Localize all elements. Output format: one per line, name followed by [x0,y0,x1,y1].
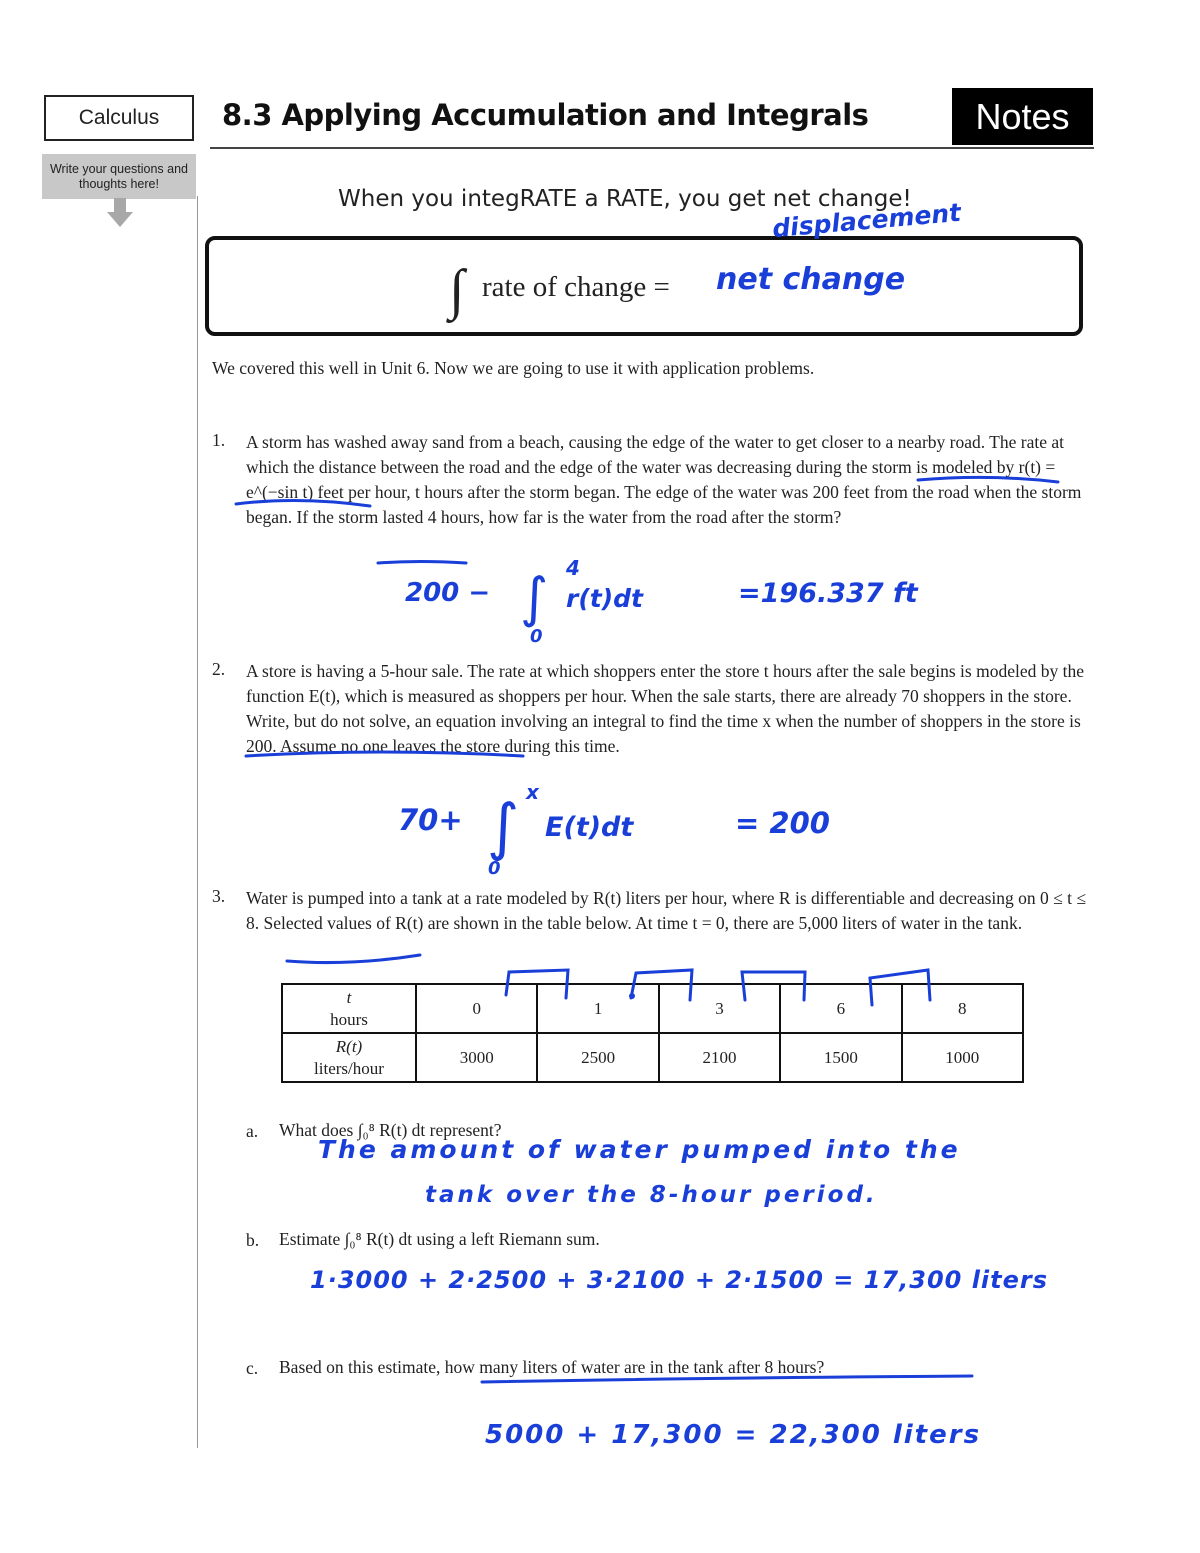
page-title: 8.3 Applying Accumulation and Integrals [222,98,869,132]
problem-2-integral: ∫ [487,790,520,863]
problem-2-lower-limit: 0 [488,858,501,879]
part-a-letter: a. [246,1121,259,1141]
bracket-3-6 [742,972,805,1000]
underline-integral-time [246,752,523,756]
bracket-0-1 [506,970,568,998]
table-ink-dot [629,993,635,999]
subject-label: Calculus [44,95,194,141]
table-header-hours: hours [330,1009,368,1029]
table-cell: 2100 [659,1033,780,1082]
table-cell: 3 [659,984,780,1033]
problem-1-result: =196.337 ft [738,578,918,609]
underline-5000-liters [287,955,420,963]
part-a-answer-line-1: The amount of water pumped into the [318,1135,961,1164]
formula-text: rate of change = [482,271,670,303]
underline-how-far [378,562,466,564]
underline-how-many [482,1376,972,1382]
problem-1-text: A storm has washed away sand from a beach, causing the edge of the water to get closer to a nearby road. The rate at which the distance between the road and the edge of the water was decreasing during the storm is modeled by r(t) = e^(−sin t) feet per hour, t hours after the storm began. The edge of the water was 200 feet from the road when the storm began. If the storm lasted 4 hours, how far is the water from the road after the storm? [246,432,1082,527]
table-header-r: R(t) [335,1036,363,1056]
part-b-text: Estimate ∫₀⁸ R(t) dt using a left Riemann sum. [279,1229,600,1249]
part-c-answer: 5000 + 17,300 = 22,300 liters [485,1420,982,1450]
bracket-1-3 [631,970,692,1000]
problem-1-number: 1. [212,430,226,450]
table-cell: 2500 [537,1033,658,1082]
table-header-t: t [346,987,352,1007]
formula-answer: net change [716,262,906,297]
table-cell: 1000 [902,1033,1023,1082]
formula-note: displacement [771,197,963,244]
table-cell: 0 [416,984,537,1033]
underline-decreasing-during [236,500,370,506]
part-c-letter: c. [246,1358,259,1378]
table-cell: 3000 [416,1033,537,1082]
problem-3-number: 3. [212,886,226,906]
problem-2-answer-start: 70+ [398,803,463,837]
problem-1-integral: ∫ [520,566,549,629]
table-cell: 1500 [780,1033,901,1082]
problem-2-result: = 200 [735,806,830,840]
notes-badge: Notes [952,88,1093,145]
bracket-6-8 [870,970,930,1005]
part-a-text: What does ∫₀⁸ R(t) dt represent? [279,1120,502,1140]
headline: When you integRATE a RATE, you get net change! [338,186,912,212]
part-c-text: Based on this estimate, how many liters of water are in the tank after 8 hours? [279,1357,825,1377]
problem-1-upper-limit: 4 [566,556,580,580]
table-cell: 8 [902,984,1023,1033]
table-cell: 1 [537,984,658,1033]
part-a-answer-line-2: tank over the 8-hour period. [425,1182,878,1208]
table-header-units: liters/hour [314,1058,384,1078]
problem-2-text: A store is having a 5-hour sale. The rate at which shoppers enter the store t hours after the sale begins is modeled by the function E(t), which is measured as shoppers per hour. When the sale starts, there are already 70 shoppers in the store. Write, but do not solve, an equation involving an integral to find the time x when the number of shoppers in the store is 200. Assume no one leaves the store during this time. [246,661,1084,756]
integral-symbol: ∫ [449,259,465,321]
intro-paragraph: We covered this well in Unit 6. Now we are going to use it with application problems. [212,358,815,378]
table-cell: 6 [780,984,901,1033]
problem-1-lower-limit: 0 [530,626,543,647]
part-b-letter: b. [246,1230,260,1250]
problem-3-text: Water is pumped into a tank at a rate modeled by R(t) liters per hour, where R is differentiable and decreasing on 0 ≤ t ≤ 8. Selected values of R(t) are shown in the table below. At time t = 0, there are 5,000 liters of water in the tank. [246,888,1086,933]
problem-1-integrand: r(t)dt [566,584,643,613]
problem-2-number: 2. [212,659,226,679]
underline-water-decreasing [918,477,1058,482]
side-note: Write your questions and thoughts here! [42,154,196,199]
problem-1-answer-start: 200 − [405,578,491,608]
problem-2-upper-limit: x [526,780,539,804]
part-b-answer: 1·3000 + 2·2500 + 3·2100 + 2·1500 = 17,300 liters [310,1266,1049,1294]
problem-2-integrand: E(t)dt [545,812,634,843]
